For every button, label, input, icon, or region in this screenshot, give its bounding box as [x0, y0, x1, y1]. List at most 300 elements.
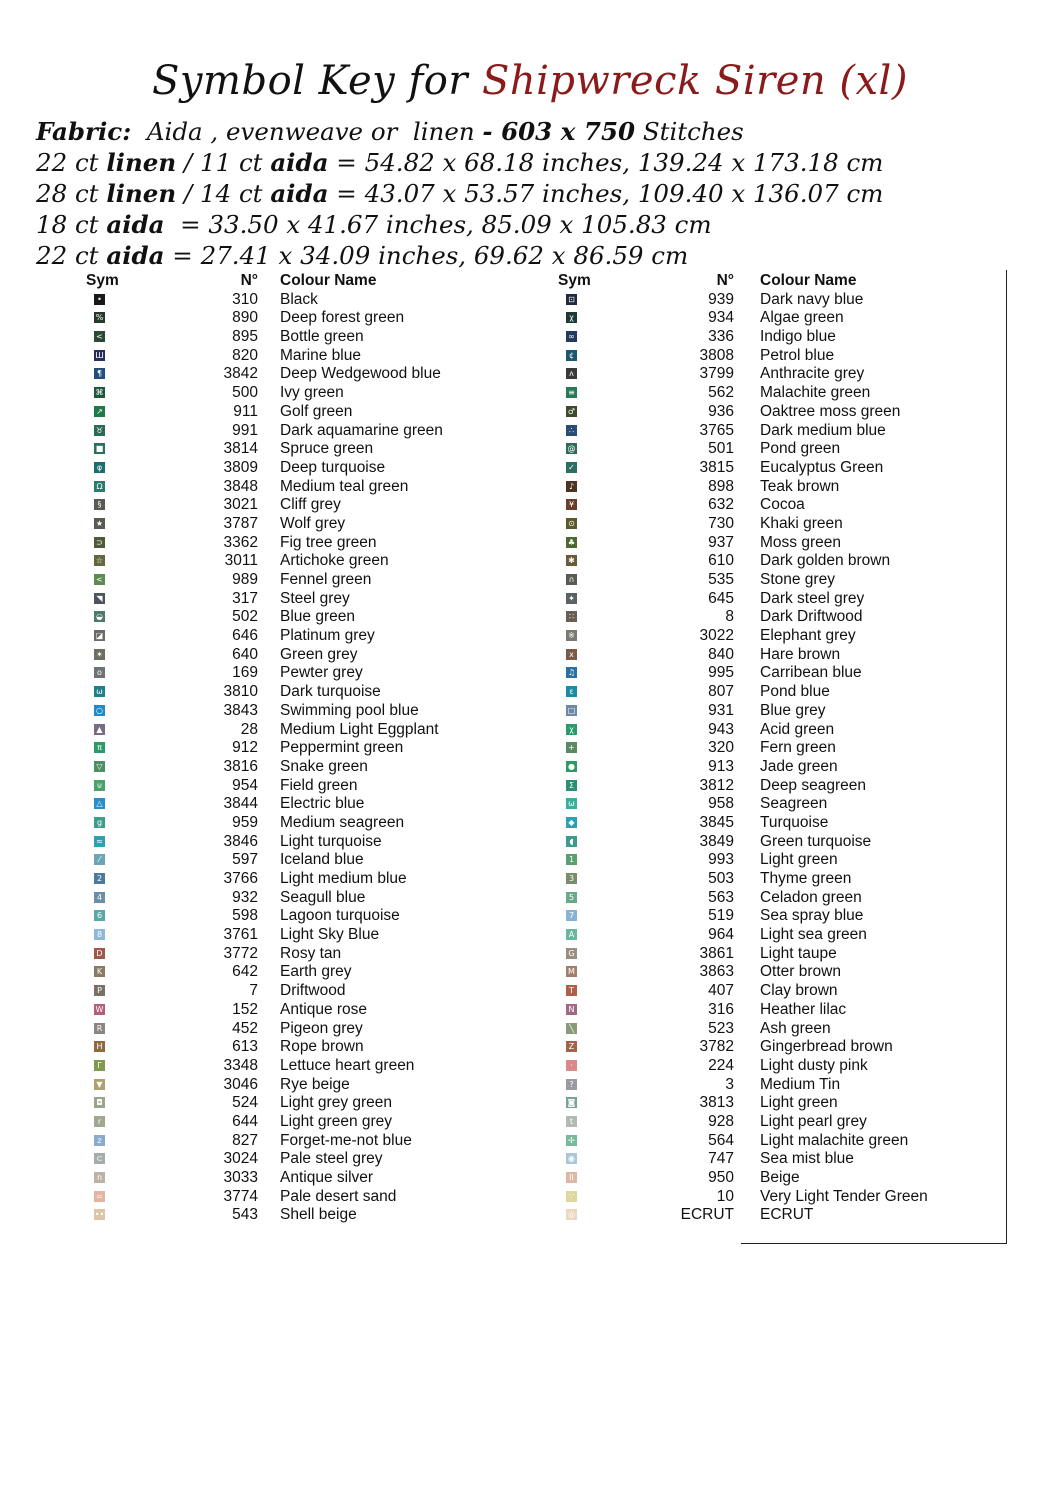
symbol-swatch: ✓ [566, 462, 577, 473]
colour-name: Dark medium blue [760, 421, 886, 439]
colour-name: Black [280, 290, 318, 308]
colour-number: 642 [232, 963, 258, 981]
colour-number: 995 [708, 664, 734, 682]
symbol-swatch: N [566, 1004, 577, 1015]
colour-number: 3814 [223, 440, 258, 458]
colour-name: Stone grey [760, 571, 835, 588]
colour-name: Ivy green [280, 384, 344, 402]
colour-number: 562 [708, 384, 734, 402]
symbol-swatch: ◖ [566, 836, 577, 847]
symbol-swatch: ∷ [566, 611, 577, 622]
symbol-swatch: ■ [95, 444, 104, 454]
symbol-swatch: @ [567, 444, 576, 454]
symbol-swatch: ε [566, 686, 577, 697]
colour-number: 991 [232, 421, 258, 439]
symbol-swatch: ◥ [94, 593, 105, 604]
title-pattern-name: Shipwreck Siren (xl) [481, 58, 908, 104]
symbol-swatch: W [95, 1004, 104, 1014]
title-prefix: Symbol Key for [152, 58, 468, 104]
colour-name: Iceland blue [280, 851, 364, 869]
symbol-swatch: ╲ [566, 1023, 577, 1034]
colour-name: Acid green [760, 720, 835, 738]
symbol-swatch: < [94, 574, 105, 585]
symbol-swatch: II [566, 1172, 577, 1183]
symbol-swatch: ◘ [94, 1097, 105, 1108]
colour-number: 3362 [223, 533, 258, 551]
colour-number: 3816 [223, 757, 258, 775]
fabric-info [36, 116, 883, 271]
symbol-swatch: ◉ [566, 1153, 577, 1164]
colour-name: Medium Light Eggplant [280, 720, 439, 738]
table-border-bottom [741, 1243, 1007, 1244]
colour-name: Seagull blue [280, 888, 366, 906]
symbol-swatch: ○ [94, 705, 105, 716]
symbol-swatch: · [566, 1060, 577, 1071]
colour-number: 407 [708, 982, 734, 1000]
colour-number: 3033 [223, 1169, 258, 1186]
colour-number: 943 [708, 720, 734, 738]
symbol-swatch: ≡ [566, 387, 577, 398]
colour-name: Golf green [280, 402, 353, 420]
symbol-swatch: ¥ [566, 499, 577, 510]
colour-number: 989 [232, 571, 258, 588]
colour-name: Deep forest green [280, 309, 405, 327]
colour-name: Deep turquoise [280, 458, 386, 476]
colour-name: Sea spray blue [760, 907, 864, 925]
colour-number: 519 [708, 907, 734, 925]
symbol-swatch: 3 [566, 873, 577, 884]
colour-number: 317 [232, 589, 258, 607]
colour-name: Fern green [760, 739, 836, 757]
fabric-text: / 11 ct [176, 148, 271, 177]
colour-number: 911 [233, 402, 258, 420]
header-number: N° [716, 272, 734, 289]
fabric-line [36, 116, 883, 147]
colour-name: Dark turquoise [280, 683, 381, 701]
symbol-swatch: ¢ [566, 350, 577, 361]
symbol-swatch: t [566, 1116, 577, 1127]
colour-number: 3861 [699, 944, 734, 962]
symbol-swatch: < [94, 331, 105, 342]
colour-number: 964 [708, 926, 734, 944]
symbol-swatch: Γ [94, 1060, 105, 1071]
colour-number: 3774 [223, 1187, 258, 1205]
colour-name: Light medium blue [280, 870, 407, 887]
symbol-swatch: x [566, 649, 577, 660]
colour-number: 640 [232, 645, 258, 663]
fabric-line [36, 209, 883, 240]
colour-name: Ash green [760, 1019, 831, 1037]
fabric-text: linen [106, 179, 177, 208]
colour-name: Light green [760, 851, 838, 869]
colour-name: Turquoise [760, 813, 829, 831]
colour-number: 3813 [699, 1094, 734, 1112]
header-colour-name: Colour Name [280, 272, 377, 289]
colour-name: Very Light Tender Green [760, 1187, 928, 1205]
fabric-text: / 14 ct [176, 179, 271, 208]
colour-name: Dark navy blue [760, 290, 864, 308]
colour-number: 931 [708, 701, 734, 719]
symbol-swatch: ↗ [94, 406, 105, 417]
colour-number: 898 [708, 477, 734, 495]
symbol-swatch: 2 [94, 873, 105, 884]
colour-name: Sea mist blue [760, 1150, 854, 1168]
colour-number: 644 [232, 1112, 258, 1130]
colour-number: 959 [232, 813, 258, 831]
colour-number: 3348 [223, 1056, 258, 1074]
colour-name: Pigeon grey [280, 1019, 363, 1037]
fabric-line [36, 147, 883, 178]
colour-name: Green grey [280, 645, 358, 663]
symbol-swatch: ∩ [566, 574, 577, 585]
symbol-swatch: Ω [94, 481, 105, 492]
colour-number: 895 [232, 328, 258, 346]
colour-name: Dark steel grey [760, 589, 865, 607]
fabric-line [36, 240, 883, 271]
symbol-swatch: ◎ [566, 1209, 577, 1220]
colour-name: Blue grey [760, 701, 826, 719]
colour-number: 954 [232, 776, 258, 794]
colour-number: 928 [708, 1112, 734, 1130]
symbol-swatch: ⊂ [94, 1153, 105, 1164]
symbol-swatch: ∴ [566, 425, 577, 436]
symbol-swatch: π [94, 742, 105, 753]
colour-number: 320 [708, 739, 734, 757]
colour-name: Wolf grey [280, 514, 346, 532]
colour-name: Malachite green [760, 384, 871, 402]
symbol-swatch: z [94, 1135, 105, 1146]
colour-number: 3846 [223, 832, 258, 850]
symbol-swatch: ⊙ [566, 518, 577, 529]
colour-number: 452 [232, 1019, 258, 1037]
colour-number: 820 [232, 346, 258, 364]
colour-number: 3842 [223, 365, 258, 383]
colour-number: 913 [708, 757, 734, 775]
colour-name: Snake green [280, 757, 368, 775]
colour-name: Celadon green [760, 888, 862, 906]
symbol-swatch: ▼ [94, 1079, 105, 1090]
fabric-text: Fabric: [36, 117, 132, 146]
colour-number: 564 [708, 1131, 734, 1149]
colour-name: Platinum grey [280, 627, 375, 645]
colour-name: Light green [760, 1094, 838, 1112]
colour-name: Marine blue [280, 346, 361, 364]
colour-name: Algae green [760, 309, 844, 327]
colour-number: 523 [708, 1019, 734, 1037]
colour-name: Rosy tan [280, 944, 342, 962]
colour-name: Rope brown [280, 1038, 364, 1056]
symbol-swatch: ● [566, 761, 577, 772]
colour-number: 3863 [699, 963, 734, 981]
colour-number: 503 [708, 870, 734, 887]
symbol-swatch: ω [94, 686, 105, 697]
symbol-swatch: 4 [94, 892, 105, 903]
colour-name: Fig tree green [280, 533, 377, 551]
colour-number: 932 [232, 888, 258, 906]
colour-name: Light Sky Blue [280, 926, 380, 944]
symbol-swatch: △ [94, 798, 105, 809]
colour-name: Blue green [280, 608, 355, 626]
colour-number: 598 [232, 907, 258, 925]
symbol-swatch: ♂ [567, 406, 576, 416]
colour-name: Forget-me-not blue [280, 1131, 412, 1149]
colour-number: 3809 [223, 458, 258, 476]
colour-name: Dark aquamarine green [280, 421, 443, 439]
colour-number: 500 [232, 384, 258, 402]
colour-name: Deep Wedgewood blue [280, 365, 441, 383]
fabric-text: = 33.50 x 41.67 inches, 85.09 x 105.83 cm [164, 210, 712, 239]
symbol-swatch: ⌘ [95, 388, 104, 398]
colour-name: Light sea green [760, 926, 867, 944]
colour-number: 597 [232, 851, 258, 869]
colour-name: Deep seagreen [760, 776, 866, 794]
colour-number: 939 [708, 290, 734, 308]
colour-name: Light grey green [280, 1094, 393, 1112]
symbol-swatch: 5 [566, 892, 577, 903]
colour-number: 730 [708, 514, 734, 532]
symbol-swatch: φ [94, 462, 105, 473]
colour-number: 827 [232, 1131, 258, 1149]
symbol-swatch: 1 [566, 854, 577, 865]
colour-name: Medium seagreen [280, 813, 405, 831]
colour-number: 958 [708, 795, 734, 813]
colour-number: 535 [708, 571, 734, 588]
colour-number: 310 [232, 290, 258, 308]
colour-number: 934 [708, 309, 734, 327]
symbol-swatch: = [94, 1191, 105, 1202]
colour-name: Dark Driftwood [760, 608, 863, 626]
symbol-swatch: ◪ [95, 631, 104, 641]
colour-name: Antique silver [280, 1169, 374, 1186]
colour-name: Field green [280, 776, 358, 794]
symbol-swatch: ≈ [94, 836, 105, 847]
colour-number: 501 [708, 440, 734, 458]
colour-name: Gingerbread brown [760, 1038, 893, 1056]
colour-name: Light green grey [280, 1112, 393, 1130]
fabric-text: = 27.41 x 34.09 inches, 69.62 x 86.59 cm [164, 241, 689, 270]
colour-number: 3815 [699, 458, 734, 476]
colour-name: Lettuce heart green [280, 1056, 415, 1074]
colour-name: Fennel green [280, 571, 372, 588]
colour-number: 3011 [224, 552, 258, 570]
symbol-swatch: ▽ [94, 761, 105, 772]
symbol-swatch: D [94, 948, 105, 959]
symbol-swatch: % [95, 313, 104, 323]
colour-name: Carribean blue [760, 664, 862, 682]
symbol-swatch: Σ [566, 780, 577, 791]
page-title [0, 58, 1060, 104]
colour-name: Hare brown [760, 645, 841, 663]
colour-name: Light taupe [760, 944, 837, 962]
colour-number: 3021 [223, 496, 258, 514]
header-sym: Sym [86, 272, 119, 289]
colour-number: 3046 [223, 1075, 258, 1093]
symbol-swatch: ✱ [566, 555, 577, 566]
colour-number: 7 [249, 982, 258, 1000]
colour-number: 937 [708, 533, 734, 551]
colour-number: 224 [708, 1056, 734, 1074]
symbol-swatch: 8 [94, 929, 105, 940]
colour-number: 169 [232, 664, 258, 682]
colour-name: Shell beige [280, 1206, 357, 1224]
symbol-swatch: ♣ [567, 537, 576, 547]
colour-name: Teak brown [760, 477, 840, 495]
symbol-swatch: ◆ [566, 817, 577, 828]
fabric-text: Stitches [635, 117, 744, 146]
colour-number: 646 [232, 627, 258, 645]
symbol-swatch: ? [566, 1079, 577, 1090]
colour-number: 152 [232, 1000, 258, 1018]
fabric-text: = 54.82 x 68.18 inches, 139.24 x 173.18 cm [328, 148, 884, 177]
colour-number: 3765 [699, 421, 734, 439]
colour-name: Antique rose [280, 1000, 368, 1018]
colour-name: Eucalyptus Green [760, 458, 884, 476]
symbol-swatch: ♉ [95, 425, 104, 435]
symbol-swatch: ♫ [567, 668, 576, 678]
symbol-swatch: •• [94, 1210, 105, 1220]
colour-name: Spruce green [280, 440, 374, 458]
colour-name: Pond blue [760, 683, 830, 701]
colour-name: Petrol blue [760, 346, 835, 364]
fabric-text: 28 ct [36, 179, 107, 208]
colour-number: 3848 [223, 477, 258, 495]
symbol-swatch: ✶ [94, 649, 105, 660]
colour-name: Pond green [760, 440, 841, 458]
colour-name: Seagreen [760, 795, 828, 813]
colour-name: ECRUT [760, 1206, 814, 1224]
symbol-swatch: § [94, 499, 105, 510]
colour-number: 3761 [223, 926, 258, 944]
symbol-swatch: ∞ [566, 331, 577, 342]
colour-name: Moss green [760, 533, 841, 551]
colour-number: 645 [708, 589, 734, 607]
colour-number: 3024 [223, 1150, 258, 1168]
colour-number: 3787 [223, 514, 258, 532]
colour-number: 3849 [699, 832, 734, 850]
colour-number: 3782 [699, 1038, 734, 1056]
colour-number: 993 [708, 851, 734, 869]
colour-number: 632 [708, 496, 734, 514]
colour-number: 3810 [223, 683, 258, 701]
colour-name: Otter brown [760, 963, 841, 981]
fabric-text: Aida , evenweave or linen [131, 117, 483, 146]
symbol-swatch: K [94, 966, 105, 977]
colour-number: 3772 [223, 944, 258, 962]
header-colour-name: Colour Name [760, 272, 857, 289]
colour-name: Pale desert sand [280, 1187, 397, 1205]
symbol-swatch: ⊃ [94, 537, 105, 548]
symbol-swatch: ✢ [566, 1135, 577, 1146]
colour-name: Artichoke green [280, 552, 389, 570]
fabric-line [36, 178, 883, 209]
symbol-swatch: ʌ [566, 368, 577, 379]
symbol-swatch: M [566, 966, 577, 977]
colour-name: Thyme green [760, 870, 852, 887]
colour-name: Jade green [760, 757, 838, 775]
colour-number: 936 [708, 402, 734, 420]
colour-name: Lagoon turquoise [280, 907, 400, 925]
symbol-swatch: P [94, 985, 105, 996]
symbol-swatch: Ш [95, 350, 104, 360]
colour-number: 3845 [699, 813, 734, 831]
colour-name: Electric blue [280, 795, 365, 813]
colour-number: 3843 [223, 701, 258, 719]
symbol-swatch: n [94, 1172, 105, 1183]
fabric-text: = 43.07 x 53.57 inches, 109.40 x 136.07 cm [328, 179, 884, 208]
symbol-swatch: ※ [566, 630, 577, 641]
table-border-right [1006, 270, 1007, 1243]
colour-number: 807 [708, 683, 734, 701]
symbol-swatch: 7 [566, 910, 577, 921]
colour-number: 747 [708, 1150, 734, 1168]
symbol-swatch: • [94, 294, 105, 305]
colour-name: Bottle green [280, 328, 364, 346]
colour-name: Heather lilac [760, 1000, 847, 1018]
colour-number: 3844 [223, 795, 258, 813]
symbol-swatch: G [566, 948, 577, 959]
colour-number: 3799 [699, 365, 734, 383]
colour-name: Anthracite grey [760, 365, 865, 383]
colour-number: 502 [232, 608, 258, 626]
symbol-swatch: A [566, 929, 577, 940]
fabric-text: aida [270, 148, 329, 177]
colour-name: Earth grey [280, 963, 352, 981]
colour-name: Dark golden brown [760, 552, 891, 570]
colour-number: 950 [708, 1169, 734, 1186]
symbol-swatch: χ [566, 312, 577, 323]
colour-number: 3 [725, 1075, 734, 1093]
colour-number: 524 [232, 1094, 258, 1112]
colour-name: Cocoa [760, 496, 805, 514]
colour-name: Rye beige [280, 1075, 350, 1093]
colour-number: 3022 [699, 627, 734, 645]
colour-number: 840 [708, 645, 734, 663]
colour-name: Medium Tin [760, 1075, 841, 1093]
symbol-swatch: □ [567, 705, 576, 715]
colour-name: Swimming pool blue [280, 701, 419, 719]
colour-number: 890 [232, 309, 258, 327]
colour-number: 336 [708, 328, 734, 346]
symbol-swatch: ω [566, 798, 577, 809]
fabric-text: 18 ct [36, 210, 107, 239]
symbol-swatch: ✦ [566, 593, 577, 604]
colour-name: Peppermint green [280, 739, 404, 757]
symbol-swatch: R [94, 1023, 105, 1034]
symbol-swatch: + [566, 742, 577, 753]
colour-name: Light malachite green [760, 1131, 909, 1149]
colour-name: Elephant grey [760, 627, 856, 645]
colour-number: 543 [232, 1206, 258, 1224]
symbol-swatch: ♪ [566, 481, 577, 492]
colour-number: 28 [240, 720, 258, 738]
symbol-swatch: ∵ [566, 1191, 577, 1202]
colour-name: Light turquoise [280, 832, 382, 850]
fabric-text: - 603 x 750 [482, 117, 636, 146]
symbol-swatch: ⁄ [94, 854, 105, 865]
colour-name: Cliff grey [280, 496, 341, 514]
colour-number: 613 [232, 1038, 258, 1056]
colour-number: 316 [708, 1000, 734, 1018]
fabric-text: aida [106, 210, 165, 239]
symbol-swatch: ⊍ [94, 780, 105, 791]
colour-name: Khaki green [760, 514, 843, 532]
colour-name: Green turquoise [760, 832, 872, 850]
colour-number: 3766 [223, 870, 258, 887]
colour-number: 912 [232, 739, 258, 757]
colour-name: Medium teal green [280, 477, 409, 495]
symbol-swatch: Z [566, 1041, 577, 1052]
symbol-swatch: 6 [94, 910, 105, 921]
